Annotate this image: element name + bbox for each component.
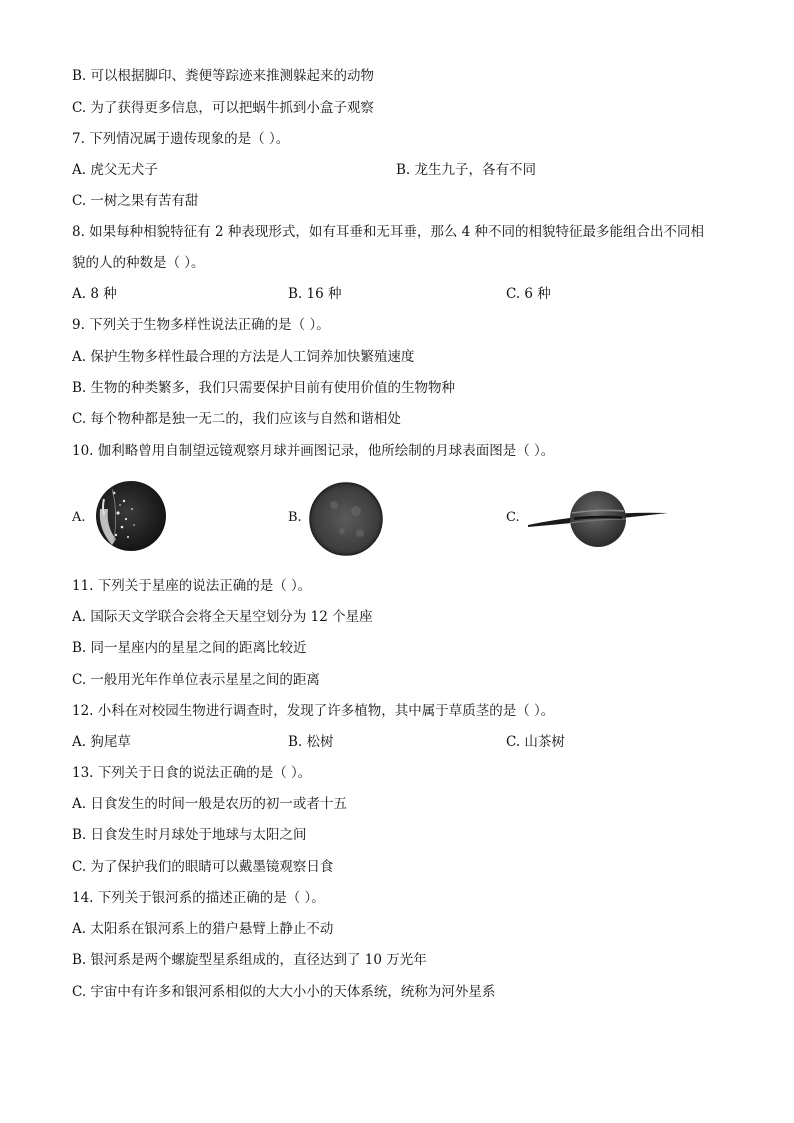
q12-stem: 12. 小科在对校园生物进行调查时，发现了许多植物，其中属于草质茎的是（ ）。 xyxy=(72,703,555,719)
moon-photo-image xyxy=(308,481,384,557)
q13-stem: 13. 下列关于日食的说法正确的是（ ）。 xyxy=(72,765,312,781)
q9-option-b: B. 生物的种类繁多，我们只需要保护目前有使用价值的生物物种 xyxy=(72,380,456,396)
q6-option-b: B. 可以根据脚印、粪便等踪迹来推测躲起来的动物 xyxy=(72,68,375,84)
q7-option-a: A. 虎父无犬子 xyxy=(72,162,158,178)
moon-sketch-image xyxy=(94,479,168,553)
q7-option-c: C. 一树之果有苦有甜 xyxy=(72,193,199,209)
q8-option-c: C. 6 种 xyxy=(506,286,551,302)
q12-option-b: B. 松树 xyxy=(288,734,334,750)
q9-stem: 9. 下列关于生物多样性说法正确的是（ ）。 xyxy=(72,317,330,333)
q8-option-b: B. 16 种 xyxy=(288,286,342,302)
q14-option-b: B. 银河系是两个螺旋型星系组成的，直径达到了 10 万光年 xyxy=(72,952,427,968)
q9-option-c: C. 每个物种都是独一无二的，我们应该与自然和谐相处 xyxy=(72,411,401,427)
q7-option-b: B. 龙生九子，各有不同 xyxy=(396,162,537,178)
q10-option-a-label: A. xyxy=(72,510,86,525)
q8-option-a: A. 8 种 xyxy=(72,286,117,302)
q12-option-c: C. 山茶树 xyxy=(506,734,565,750)
q8-stem-line1: 8. 如果每种相貌特征有 2 种表现形式，如有耳垂和无耳垂，那么 4 种不同的相貌特征最多能组合出不同相 xyxy=(72,224,705,240)
q6-option-c: C. 为了获得更多信息，可以把蜗牛抓到小盒子观察 xyxy=(72,100,374,116)
q8-stem-line2: 貌的人的种数是（ ）。 xyxy=(72,255,205,271)
q11-stem: 11. 下列关于星座的说法正确的是（ ）。 xyxy=(72,578,312,594)
q11-option-a: A. 国际天文学联合会将全天星空划分为 12 个星座 xyxy=(72,609,373,625)
q10-option-c-label: C. xyxy=(506,510,520,525)
q9-option-a: A. 保护生物多样性最合理的方法是人工饲养加快繁殖速度 xyxy=(72,349,415,365)
q13-option-a: A. 日食发生的时间一般是农历的初一或者十五 xyxy=(72,796,347,812)
q13-option-b: B. 日食发生时月球处于地球与太阳之间 xyxy=(72,827,307,843)
q11-option-b: B. 同一星座内的星星之间的距离比较近 xyxy=(72,640,307,656)
q14-option-a: A. 太阳系在银河系上的猎户悬臂上静止不动 xyxy=(72,921,334,937)
q10-option-b-label: B. xyxy=(288,510,302,525)
q13-option-c: C. 为了保护我们的眼睛可以戴墨镜观察日食 xyxy=(72,859,334,875)
q14-option-c: C. 宇宙中有许多和银河系相似的大大小小的天体系统，统称为河外星系 xyxy=(72,984,496,1000)
q12-option-a: A. 狗尾草 xyxy=(72,734,131,750)
q11-option-c: C. 一般用光年作单位表示星星之间的距离 xyxy=(72,672,320,688)
q14-stem: 14. 下列关于银河系的描述正确的是（ ）。 xyxy=(72,890,325,906)
saturn-image xyxy=(526,489,670,549)
q10-stem: 10. 伽利略曾用自制望远镜观察月球并画图记录，他所绘制的月球表面图是（ ）。 xyxy=(72,443,555,459)
q7-stem: 7. 下列情况属于遗传现象的是（ ）。 xyxy=(72,131,290,147)
